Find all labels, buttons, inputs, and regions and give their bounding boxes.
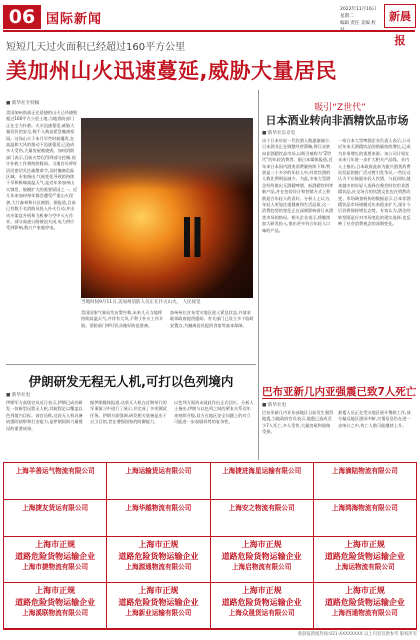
ad-line: 上海华越物流有限公司 xyxy=(125,504,192,512)
ad-cell xyxy=(211,583,313,628)
ad-cell xyxy=(107,583,209,628)
wine-body-column: 一家日本大型啤酒企业负责人表示,公司近年来无酒精饮品的销量持续增长,已成为业务增长的重要来源。该公司计划在未来几年进一步扩大相关产品线。业内人士指出,日本政府此前为振兴酒类消费而发起的推广活动曾引发争议,一些民众认为不应鼓励年轻人饮酒。与此同时,越来越多的年轻人选择在聚会时饮用非酒精饮品,社交场合的饮酒文化也在悄然改变。市场调查机构的数据显示,日本非酒精饮品市场规模近年来稳步扩大,预计今后仍将保持增长态势。专家认为,酒企的转型既是应对市场变化的现实选择,也反映了社会消费观念的深刻变化。 xyxy=(338,138,411,227)
page-number: 06 xyxy=(3,5,41,29)
ad-line: 上海市正规 xyxy=(35,586,76,595)
editor-line: 编辑 责任 美编 校 xyxy=(340,21,376,26)
ad-cell xyxy=(314,537,416,582)
ad-line: 道路危险货物运输企业 xyxy=(221,598,302,607)
quake-body-column: 救援人员正在受灾地区展开搜救工作,部分偏远地区通讯中断,灾情信息仍在进一步统计之中,伤亡人数可能继续上升。 xyxy=(338,410,411,428)
ad-cell xyxy=(4,583,106,628)
ad-line: 上海捷进海星运输有限公司 xyxy=(222,467,302,475)
ad-line: 上海运输货运有限公司 xyxy=(125,467,192,475)
ad-line: 上海滴陆物流有限公司 xyxy=(331,467,398,475)
classified-ads xyxy=(3,462,417,630)
ad-line: 上海市正规 xyxy=(241,586,282,595)
ad-cell xyxy=(4,463,106,499)
ad-line: 上海市正规 xyxy=(138,540,179,549)
wine-headline: 日本酒业转向非酒精饮品市场 xyxy=(265,114,409,127)
ad-cell xyxy=(4,537,106,582)
ad-cell xyxy=(107,500,209,536)
ad-line: 上海源通物流有限公司 xyxy=(125,563,192,571)
ad-line: 上海市正规 xyxy=(241,540,282,549)
wine-byline: ■ 新华社东京电 xyxy=(262,131,296,136)
drone-byline: ■ 新华社电 xyxy=(6,393,31,398)
fire-headline: 美加州山火迅速蔓延,威胁大量居民 xyxy=(6,59,337,83)
ad-line: 上海溪联物流有限公司 xyxy=(22,609,89,617)
ad-line: 道路危险货物运输企业 xyxy=(15,552,96,561)
fire-body-column: 美国国家气象局发布警告称,未来几天当地将持续高温天气,并伴有大风,不利于扑火工作开展。消防部门呼吁民众做好防范准备。 xyxy=(81,310,164,328)
ad-line: 上海西通物流有限公司 xyxy=(331,609,398,617)
newspaper-logo: 新晨报 xyxy=(384,4,416,28)
ad-line: 道路危险货物运输企业 xyxy=(324,552,405,561)
ad-cell xyxy=(314,500,416,536)
ad-line: 上海市正规 xyxy=(35,540,76,549)
photo-smoke xyxy=(81,118,253,190)
ad-cell xyxy=(211,500,313,536)
section-rule xyxy=(6,364,256,365)
page-footer: 新晨报新闻热线:021-XXXXXXXX 以上内容仅供参考 版权所有 xyxy=(297,632,417,637)
quake-headline: 巴布亚新几内亚强震已致7人死亡 xyxy=(262,386,417,398)
ad-line: 上海运物流有限公司 xyxy=(335,563,395,571)
ad-line: 道路危险货物运输企业 xyxy=(324,598,405,607)
ad-line: 上海新业运输有限公司 xyxy=(125,609,192,617)
ad-cell xyxy=(107,463,209,499)
drone-body-column: 据伊朗媒体报道,这款无人机在近期举行的军事演习中进行了展示,并完成了多项测试任务。伊朗方面强调,研发相关装备是出于自卫目的,旨在增强国家的防御能力。 xyxy=(90,400,167,425)
ad-cell xyxy=(211,537,313,582)
ad-cell xyxy=(314,463,416,499)
quake-body-column: 巴布亚新几内亚东部地区日前发生强烈地震,当地政府官员表示,地震已造成至少7人死亡,多人受伤,大量房屋和道路受损。 xyxy=(262,410,334,435)
quake-byline: ■ 新华社电 xyxy=(262,403,287,408)
ad-cell xyxy=(107,537,209,582)
ad-line: 道路危险货物运输企业 xyxy=(118,598,199,607)
wine-body-column: 由于日本年轻一代饮酒人数逐渐减少,日本酒业正在调整经营策略,将目光转向非酒精饮品市场,以吸引被称为“Z世代”的年轻消费者。据日本媒体报道,近年来日本国内酒类消费量持续下降,特别是二十多岁的年轻人中,经常饮酒的人数比例明显减少。为此,多家大型酒企纷纷推出无酒精啤酒、低酒精饮料等新产品,并在包装设计和营销方式上积极迎合年轻人的喜好。分析人士认为,年轻人更加注重健康和生活品质,这一消费趋势的变化正在深刻影响着日本酒类市场的格局。相关企业表示,将继续加大研发投入,推出更多符合年轻人口味的产品。 xyxy=(262,138,334,233)
fire-kicker: 短短几天过火面积已经超过160平方公里 xyxy=(6,42,186,53)
ad-line: 道路危险货物运输企业 xyxy=(118,552,199,561)
drone-headline: 伊朗研发无程无人机,可打以色列境内 xyxy=(28,374,234,389)
ad-line: 上海捷友货运有限公司 xyxy=(22,504,89,512)
ad-line: 上海羊善运气物流有限公司 xyxy=(15,467,95,475)
ad-cell xyxy=(314,583,416,628)
fire-body-column: 美国加州南部正在延烧的山火已经烧毁超过160平方公里土地,当地消防部门正在全力扑救。火灾迅速蔓延,威胁大量居民的安全,数千人被迫紧急撤离家园。这场山火于本月早些时候爆发,在高温和大风的推动下迅速蔓延,已造成多人受伤,大量房屋被烧毁。加州消防部门表示,目前火势仅得到部分控制,预计扑救工作将持续数周。当地官员呼吁居民密切关注疏散命令,及时撤离危险区域。专家指出,气候变化导致的持续干旱和极端高温天气,是近年来加州山火频发、规模扩大的重要原因之一。近几年来加州每年都会遭受严重山火侵袭,大片森林和社区被毁。据报道,目前已有数千名消防员投入扑火行动,并出动多架直升机和飞机参与空中灭火作业。部分高速公路被迫关闭,电力供应受到影响,数万户家庭停电。 xyxy=(6,110,78,231)
ad-line: 上海众晟货运有限公司 xyxy=(228,609,295,617)
ad-cell xyxy=(4,500,106,536)
date-line: 2022年11月16日 星期二 xyxy=(340,7,377,19)
drone-body-column: 以色列方面尚未就此作出正式回应。分析人士指出,伊朗与以色列之间的紧张关系近年来持续升级,双方在地区安全问题上的对立可能进一步加剧局势的复杂性。 xyxy=(174,400,254,425)
photo-caption: 当地时间9月11日,美加州消防人员正在扑灭山火。 人民视觉 xyxy=(81,300,201,305)
ad-line: 上海鸿海物流有限公司 xyxy=(331,504,398,512)
ad-line: 上海市正规 xyxy=(344,586,385,595)
ad-line: 道路危险货物运输企业 xyxy=(15,598,96,607)
ad-line: 上海市正规 xyxy=(138,586,179,595)
fire-byline: ■ 新华社专特稿 xyxy=(6,101,40,106)
column-divider xyxy=(258,90,259,460)
ad-line: 上海市正规 xyxy=(344,540,385,549)
ad-line: 上海市捷物流有限公司 xyxy=(22,563,89,571)
wine-subhead: 吸引“Z世代” xyxy=(314,103,366,113)
ad-line: 道路危险货物运输企业 xyxy=(221,552,302,561)
quake-rule xyxy=(262,398,412,399)
ad-line: 上海启物流有限公司 xyxy=(231,563,292,571)
photo-firefighters xyxy=(184,217,214,257)
fire-body-column: 加州州长宣布受灾地区进入紧急状态,并请求联邦政府提供援助。有关部门已设立多个临时安置点,为撤离居民提供食宿等基本保障。 xyxy=(170,310,254,328)
ad-line: 上海安之物流有限公司 xyxy=(228,504,295,512)
header-rule xyxy=(3,30,415,32)
drone-body-column: 伊朗军方高级官员近日表示,伊朗已成功研发一款新型远程无人机,其航程足以覆盖以色列境内目标。该官员称,这款无人机具备较强的侦察和打击能力,是伊朗国防力量建设的重要成果。 xyxy=(6,400,83,431)
ad-cell xyxy=(211,463,313,499)
section-title: 国际新闻 xyxy=(46,12,103,27)
wildfire-photo xyxy=(81,118,253,298)
